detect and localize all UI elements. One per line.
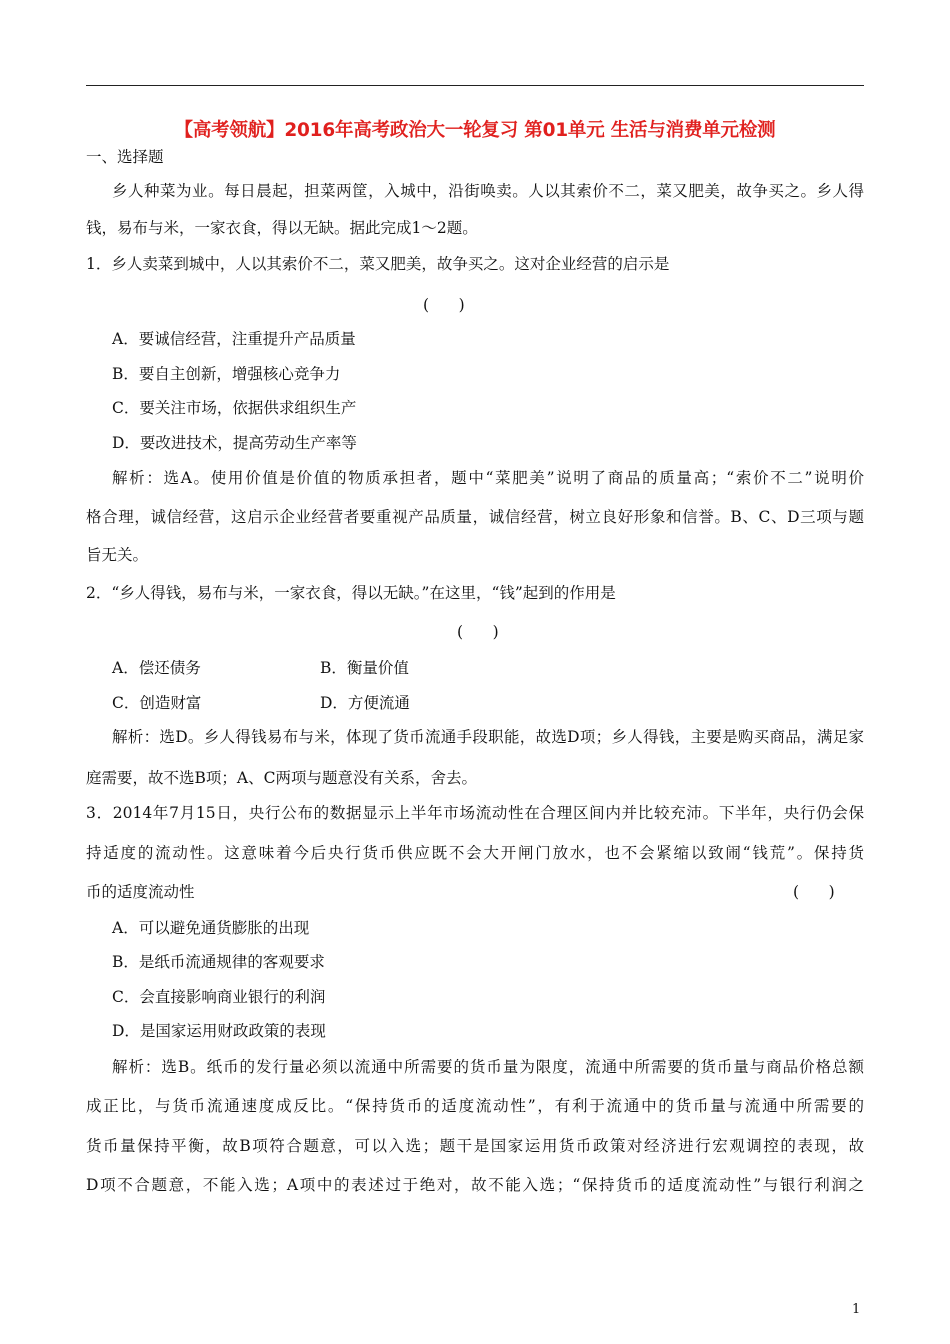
header-rule bbox=[86, 85, 864, 86]
question-1-option-c: C．要关注市场，依据供求组织生产 bbox=[112, 399, 357, 417]
question-2-option-c: C．创造财富 bbox=[112, 694, 202, 712]
document-title: 【高考领航】2016年高考政治大一轮复习 第01单元 生活与消费单元检测 bbox=[174, 120, 776, 141]
question-3-stem-line-1: 3．2014年7月15日，央行公布的数据显示上半年市场流动性在合理区间内并比较充沛。下半年，央行仍会保 bbox=[86, 804, 864, 822]
question-2-stem: 2．“乡人得钱，易布与米，一家衣食，得以无缺。”在这里，“钱”起到的作用是 bbox=[86, 584, 616, 602]
question-1-option-b: B．要自主创新，增强核心竞争力 bbox=[112, 365, 341, 383]
section-heading: 一、选择题 bbox=[86, 148, 164, 166]
question-2-option-b: B．衡量价值 bbox=[320, 659, 409, 677]
question-3-answer-blank: ( ) bbox=[793, 883, 835, 901]
question-1-option-d: D．要改进技术，提高劳动生产率等 bbox=[112, 434, 357, 452]
question-3-analysis-line-4: D项不合题意，不能入选；A项中的表述过于绝对，故不能入选；“保持货币的适度流动性”与银行利润之 bbox=[86, 1176, 864, 1194]
question-3-stem-line-3: 币的适度流动性 bbox=[86, 883, 195, 901]
question-1-answer-blank: ( ) bbox=[423, 296, 465, 314]
page-number: 1 bbox=[852, 1302, 861, 1317]
question-2-option-a: A．偿还债务 bbox=[112, 659, 201, 677]
question-1-stem: 1．乡人卖菜到城中，人以其索价不二，菜又肥美，故争买之。这对企业经营的启示是 bbox=[86, 255, 670, 273]
question-1-analysis-line-3: 旨无关。 bbox=[86, 546, 149, 564]
question-1-option-a: A．要诚信经营，注重提升产品质量 bbox=[112, 330, 356, 348]
question-3-stem-line-2: 持适度的流动性。这意味着今后央行货币供应既不会大开闸门放水，也不会紧缩以致闹“钱荒”。保持货 bbox=[86, 844, 864, 862]
question-2-answer-blank: ( ) bbox=[457, 623, 499, 641]
question-1-analysis-line-1: 解析：选A。使用价值是价值的物质承担者，题中“菜肥美”说明了商品的质量高；“索价不二”说明价 bbox=[112, 469, 864, 487]
intro-line-2: 钱，易布与米，一家衣食，得以无缺。据此完成1～2题。 bbox=[86, 219, 478, 237]
question-3-option-c: C．会直接影响商业银行的利润 bbox=[112, 988, 326, 1006]
question-3-analysis-line-1: 解析：选B。纸币的发行量必须以流通中所需要的货币量为限度，流通中所需要的货币量与商品价格总额 bbox=[112, 1058, 864, 1076]
question-3-option-d: D．是国家运用财政政策的表现 bbox=[112, 1022, 326, 1040]
intro-line-1: 乡人种菜为业。每日晨起，担菜两筐，入城中，沿街唤卖。人以其索价不二，菜又肥美，故争买之。乡人得 bbox=[112, 182, 864, 200]
question-3-option-b: B．是纸币流通规律的客观要求 bbox=[112, 953, 325, 971]
question-1-analysis-line-2: 格合理，诚信经营，这启示企业经营者要重视产品质量，诚信经营，树立良好形象和信誉。B、C、D三项与题 bbox=[86, 508, 864, 526]
question-3-option-a: A．可以避免通货膨胀的出现 bbox=[112, 919, 310, 937]
question-2-option-d: D．方便流通 bbox=[320, 694, 410, 712]
question-2-analysis-line-1: 解析：选D。乡人得钱易布与米，体现了货币流通手段职能，故选D项；乡人得钱，主要是购买商品，满足家 bbox=[112, 728, 864, 746]
question-3-analysis-line-3: 货币量保持平衡，故B项符合题意，可以入选；题干是国家运用货币政策对经济进行宏观调控的表现，故 bbox=[86, 1137, 864, 1155]
question-2-analysis-line-2: 庭需要，故不选B项；A、C两项与题意没有关系，舍去。 bbox=[86, 769, 477, 787]
question-3-analysis-line-2: 成正比，与货币流通速度成反比。“保持货币的适度流动性”，有利于流通中的货币量与流通中所需要的 bbox=[86, 1097, 864, 1115]
